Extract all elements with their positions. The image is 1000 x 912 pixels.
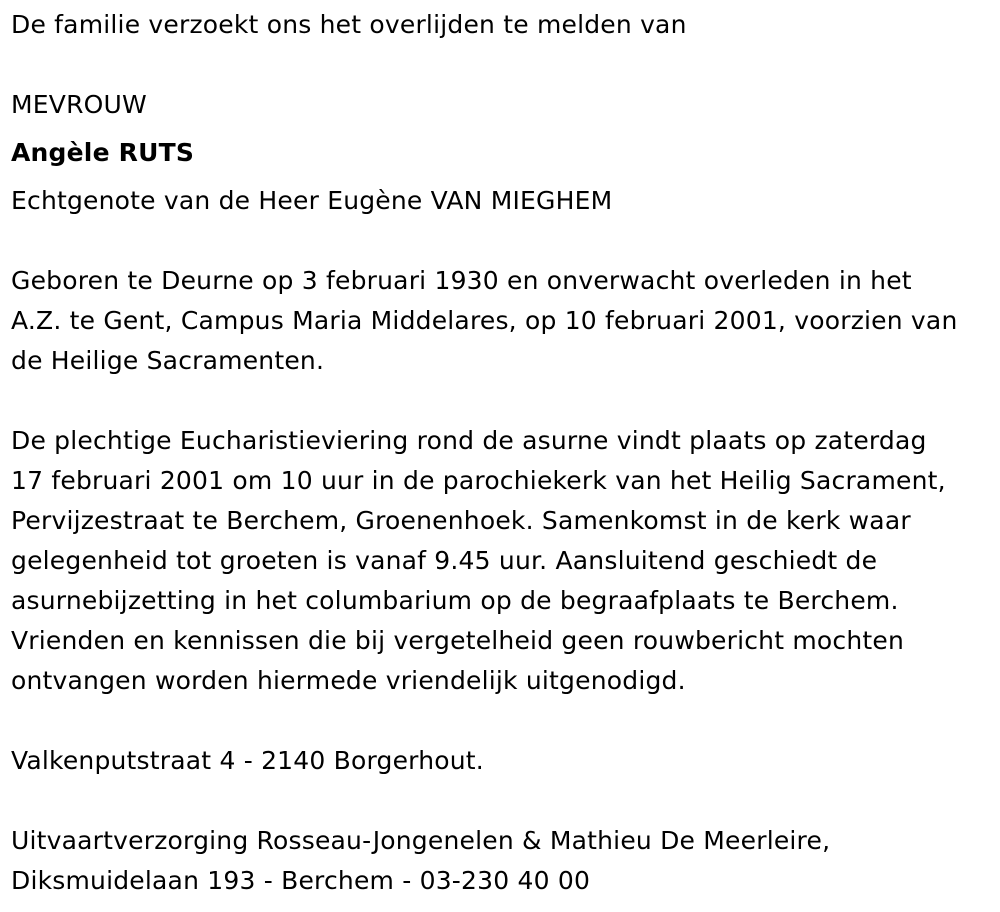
spouse-line: Echtgenote van de Heer Eugène VAN MIEGHEM (11, 186, 613, 215)
family-address: Valkenputstraat 4 - 2140 Borgerhout. (11, 746, 484, 775)
funeral-home-line: Uitvaartverzorging Rosseau-Jongenelen & Mathieu De Meerleire, (11, 826, 831, 855)
birth-death-line: A.Z. te Gent, Campus Maria Middelares, op 10 februari 2001, voorzien van (11, 306, 958, 335)
ceremony-line: gelegenheid tot groeten is vanaf 9.45 uur. Aansluitend geschiedt de (11, 546, 878, 575)
birth-death-line: Geboren te Deurne op 3 februari 1930 en onverwacht overleden in het (11, 266, 912, 295)
funeral-home-line: Diksmuidelaan 193 - Berchem - 03-230 40 00 (11, 866, 591, 895)
ceremony-line: De plechtige Eucharistieviering rond de asurne vindt plaats op zaterdag (11, 426, 927, 455)
ceremony-line: asurnebijzetting in het columbarium op de begraafplaats te Berchem. (11, 586, 899, 615)
intro-text: De familie verzoekt ons het overlijden te melden van (11, 10, 687, 39)
ceremony-line: 17 februari 2001 om 10 uur in de parochiekerk van het Heilig Sacrament, (11, 466, 946, 495)
birth-death-line: de Heilige Sacramenten. (11, 346, 325, 375)
ceremony-line: Vrienden en kennissen die bij vergetelheid geen rouwbericht mochten (11, 626, 905, 655)
ceremony-line: Pervijzestraat te Berchem, Groenenhoek. Samenkomst in de kerk waar (11, 506, 911, 535)
ceremony-line: ontvangen worden hiermede vriendelijk uitgenodigd. (11, 666, 686, 695)
deceased-name: Angèle RUTS (11, 138, 195, 167)
honorific-title: MEVROUW (11, 90, 147, 119)
